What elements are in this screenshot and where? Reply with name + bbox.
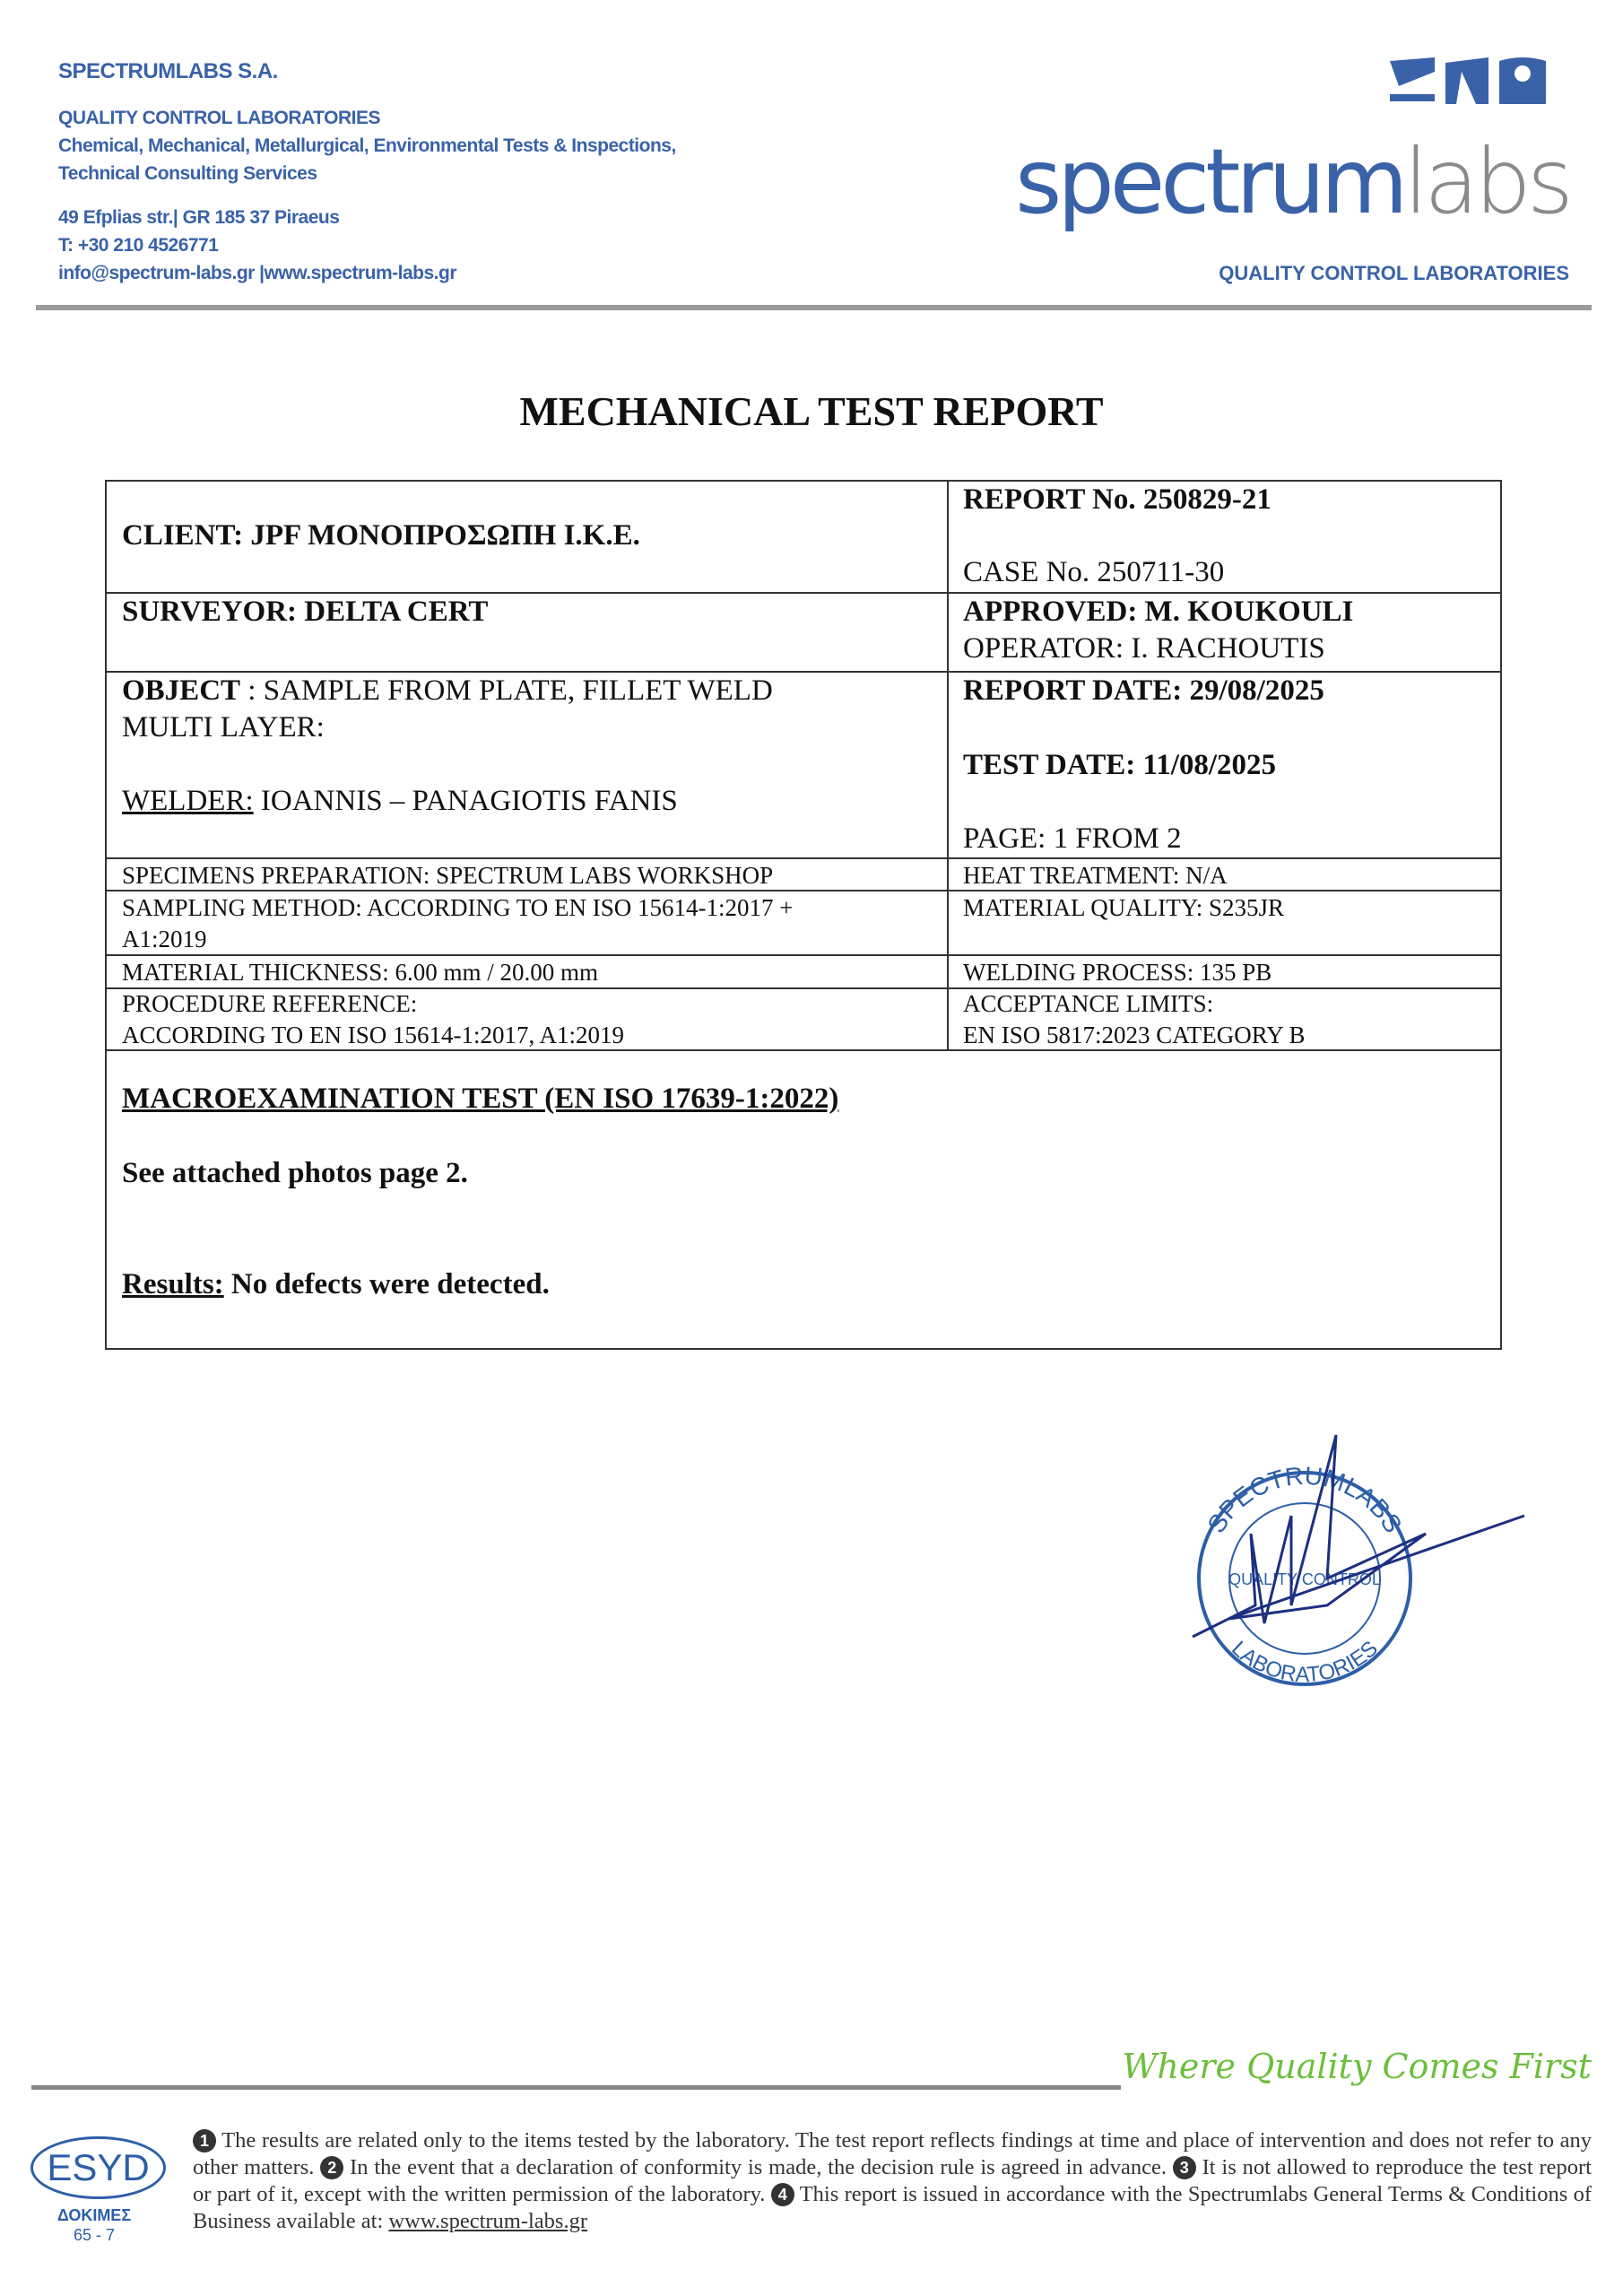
esyd-logo: [27, 2117, 170, 2251]
signature-stamp: [1166, 1399, 1542, 1695]
results-label: Results:: [122, 1268, 224, 1300]
website-link[interactable]: www.spectrum-labs.gr: [388, 2209, 587, 2233]
address: 49 Efplias str.| GR 185 37 Piraeus: [58, 207, 340, 228]
logo-mark-icon: [1390, 54, 1569, 108]
services-line-1: Chemical, Mechanical, Metallurgical, Environmental Tests & Inspections,: [58, 135, 676, 156]
svg-text:LABORATORIES: [1227, 1636, 1383, 1687]
sampling-method-2: A1:2019: [122, 926, 207, 952]
sampling-method: SAMPLING METHOD: ACCORDING TO EN ISO 15614-1:2017 +: [122, 894, 794, 921]
row-divider: [107, 1049, 1500, 1051]
number-2-icon: 2: [320, 2156, 343, 2179]
procedure-reference-2: ACCORDING TO EN ISO 15614-1:2017, A1:2019: [122, 1022, 625, 1048]
case-number: CASE No. 250711-30: [963, 556, 1225, 588]
tagline: Where Quality Comes First: [1122, 2047, 1592, 2086]
row-divider: [107, 987, 1500, 989]
footer-disclaimer: [193, 2127, 1592, 2235]
test-date: TEST DATE: 11/08/2025: [963, 749, 1277, 781]
object: [122, 674, 773, 708]
object-value: : SAMPLE FROM PLATE, FILLET WELD: [240, 674, 773, 707]
client: CLIENT: JPF ΜΟΝΟΠΡΟΣΩΠΗ Ι.Κ.Ε.: [122, 519, 640, 552]
esyd-number: 65 - 7: [73, 2226, 116, 2244]
results-value: No defects were detected.: [223, 1268, 550, 1300]
esyd-logo-mark: ESYD: [30, 2136, 166, 2199]
column-divider: [947, 482, 949, 1049]
welder: [122, 785, 678, 818]
see-photos-note: See attached photos page 2.: [122, 1157, 468, 1189]
footer-divider: [31, 2085, 1121, 2090]
stamp-text-mid: QUALITY CONTROL: [1228, 1570, 1381, 1588]
stamp-text-bottom: LABORATORIES: [1227, 1636, 1383, 1688]
procedure-reference: PROCEDURE REFERENCE:: [122, 990, 418, 1017]
note-3: It is not allowed to reproduce the test report or part of it, except with the written permission of the laboratory.: [193, 2155, 1592, 2206]
report-number: REPORT No. 250829-21: [963, 483, 1271, 516]
note-4: This report is issued in accordance with the Spectrumlabs General Terms & Conditions of Business available at:: [193, 2182, 1592, 2233]
welder-label: WELDER:: [122, 785, 254, 817]
number-1-icon: 1: [193, 2129, 216, 2152]
macroexamination-heading: MACROEXAMINATION TEST (EN ISO 17639-1:2022): [122, 1083, 839, 1115]
header-divider: [36, 305, 1592, 310]
row-divider: [107, 954, 1500, 956]
page-title: MECHANICAL TEST REPORT: [519, 388, 1104, 434]
acceptance-limits-2: EN ISO 5817:2023 CATEGORY B: [963, 1022, 1306, 1048]
row-divider: [107, 890, 1500, 891]
welder-value: IOANNIS – PANAGIOTIS FANIS: [253, 785, 678, 817]
page-number: PAGE: 1 FROM 2: [963, 822, 1182, 855]
esyd-label: ΔΟΚΙΜΕΣ: [56, 2206, 132, 2224]
approved-by: APPROVED: M. KOUKOULI: [963, 596, 1354, 628]
operator: OPERATOR: I. RACHOUTIS: [963, 632, 1325, 665]
acceptance-limits: ACCEPTANCE LIMITS:: [963, 990, 1214, 1017]
division-name: QUALITY CONTROL LABORATORIES: [58, 108, 380, 128]
welding-process: WELDING PROCESS: 135 PB: [963, 959, 1272, 986]
services-line-2: Technical Consulting Services: [58, 163, 317, 184]
object-label: OBJECT: [122, 674, 241, 707]
number-3-icon: 3: [1173, 2156, 1196, 2179]
surveyor: SURVEYOR: DELTA CERT: [122, 596, 489, 628]
material-thickness: MATERIAL THICKNESS: 6.00 mm / 20.00 mm: [122, 959, 599, 986]
stamp-text-top: SPECTRUMLABS: [1202, 1461, 1408, 1538]
company-name: SPECTRUMLABS S.A.: [58, 59, 278, 83]
contact: info@spectrum-labs.gr |www.spectrum-labs.gr: [58, 263, 456, 283]
logo-subtitle: QUALITY CONTROL LABORATORIES: [1219, 262, 1569, 284]
row-divider: [107, 592, 1500, 594]
note-1: The results are related only to the items tested by the laboratory. The test report reflects findings at time and place of intervention and does not refer to any other matters.: [193, 2128, 1593, 2179]
spectrumlabs-logo: [973, 54, 1569, 291]
row-divider: [107, 671, 1500, 673]
row-divider: [107, 857, 1500, 859]
heat-treatment: HEAT TREATMENT: N/A: [963, 862, 1228, 889]
phone: T: +30 210 4526771: [58, 235, 219, 256]
material-quality: MATERIAL QUALITY: S235JR: [963, 894, 1285, 921]
logo-text-spectrum: spectrum: [1015, 129, 1404, 234]
report-table: [105, 480, 1502, 1350]
number-4-icon: 4: [771, 2183, 794, 2206]
specimens-preparation: SPECIMENS PREPARATION: SPECTRUM LABS WORKSHOP: [122, 862, 774, 889]
note-2: In the event that a declaration of conformity is made, the decision rule is agreed in advance.: [350, 2155, 1173, 2179]
report-date: REPORT DATE: 29/08/2025: [963, 674, 1324, 707]
results: [122, 1268, 550, 1301]
logo-text-labs: labs: [1403, 129, 1569, 234]
object-value-2: MULTI LAYER:: [122, 711, 325, 744]
